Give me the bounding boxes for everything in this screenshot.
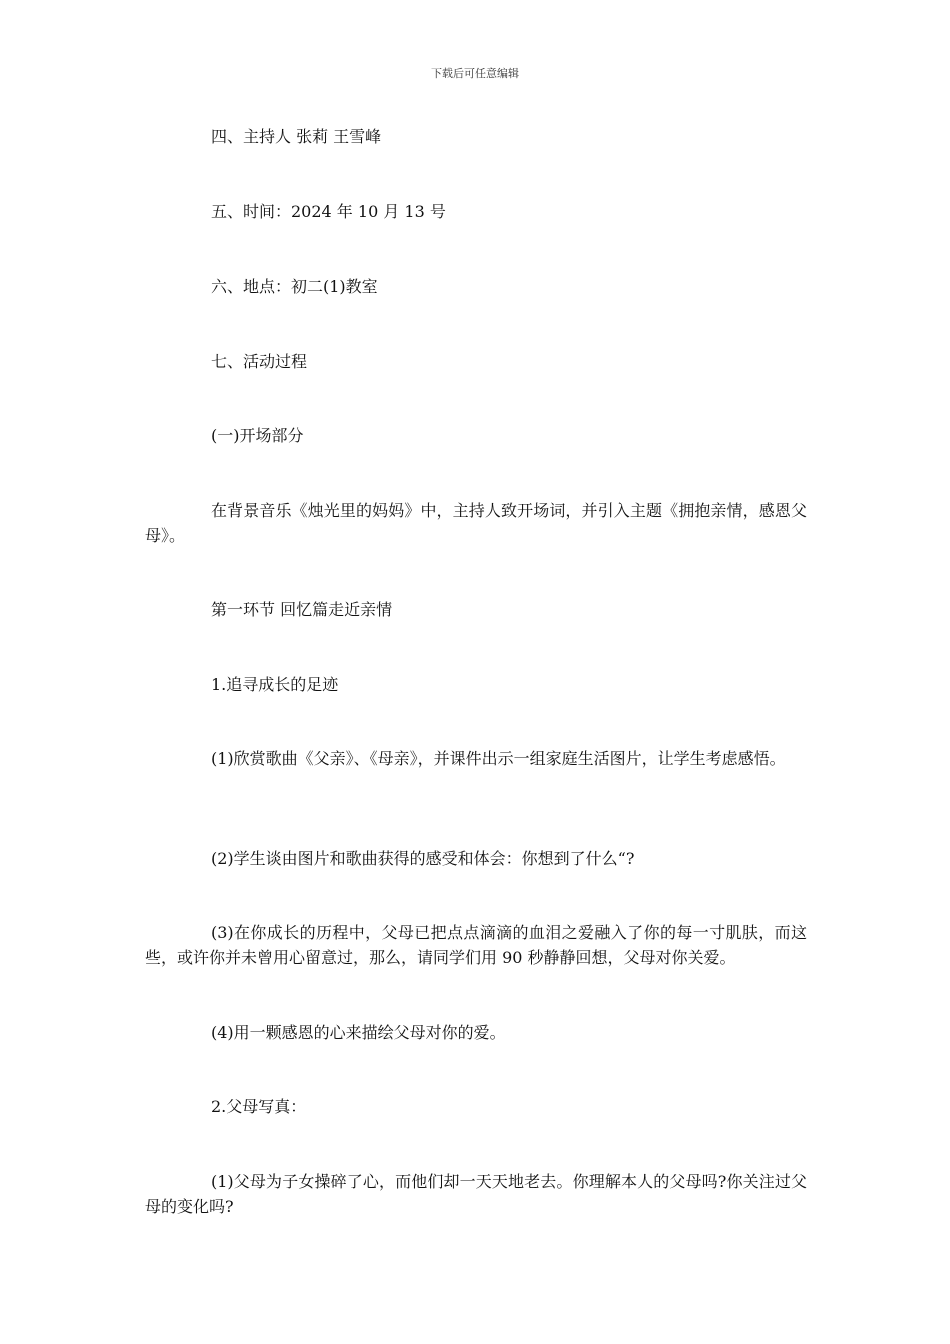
paragraph-item-2-1: (1)父母为子女操碎了心，而他们却一天天地老去。你理解本人的父母吗?你关注过父母的变化吗? (145, 1172, 807, 1216)
paragraph-time: 五、时间：2024 年 10 月 13 号 (211, 202, 446, 221)
paragraph-item-1-4: (4)用一颗感恩的心来描绘父母对你的爱。 (211, 1023, 506, 1042)
paragraph-opening-heading: (一)开场部分 (211, 426, 304, 445)
paragraph-opening-body: 在背景音乐《烛光里的妈妈》中，主持人致开场词，并引入主题《拥抱亲情，感恩父母》。 (145, 501, 807, 545)
paragraph-host: 四、主持人 张莉 王雪峰 (211, 127, 382, 146)
paragraph-item-1-1: (1)欣赏歌曲《父亲》、《母亲》，并课件出示一组家庭生活图片，让学生考虑感悟。 (211, 749, 786, 768)
paragraph-item-2: 2.父母写真： (211, 1097, 307, 1116)
paragraph-location: 六、地点：初二(1)教室 (211, 277, 378, 296)
paragraph-process-heading: 七、活动过程 (211, 352, 308, 371)
paragraph-item-1-2: (2)学生谈由图片和歌曲获得的感受和体会：你想到了什么“? (211, 849, 635, 868)
paragraph-item-1: 1.追寻成长的足迹 (211, 675, 339, 694)
paragraph-section-one-heading: 第一环节 回忆篇走近亲情 (211, 600, 393, 619)
page-header: 下载后可任意编辑 (431, 67, 519, 80)
paragraph-item-1-3: (3)在你成长的历程中，父母已把点点滴滴的血泪之爱融入了你的每一寸肌肤，而这些，或许你并未曾用心留意过，那么，请同学们用 90 秒静静回想，父母对你关爱。 (145, 923, 807, 967)
